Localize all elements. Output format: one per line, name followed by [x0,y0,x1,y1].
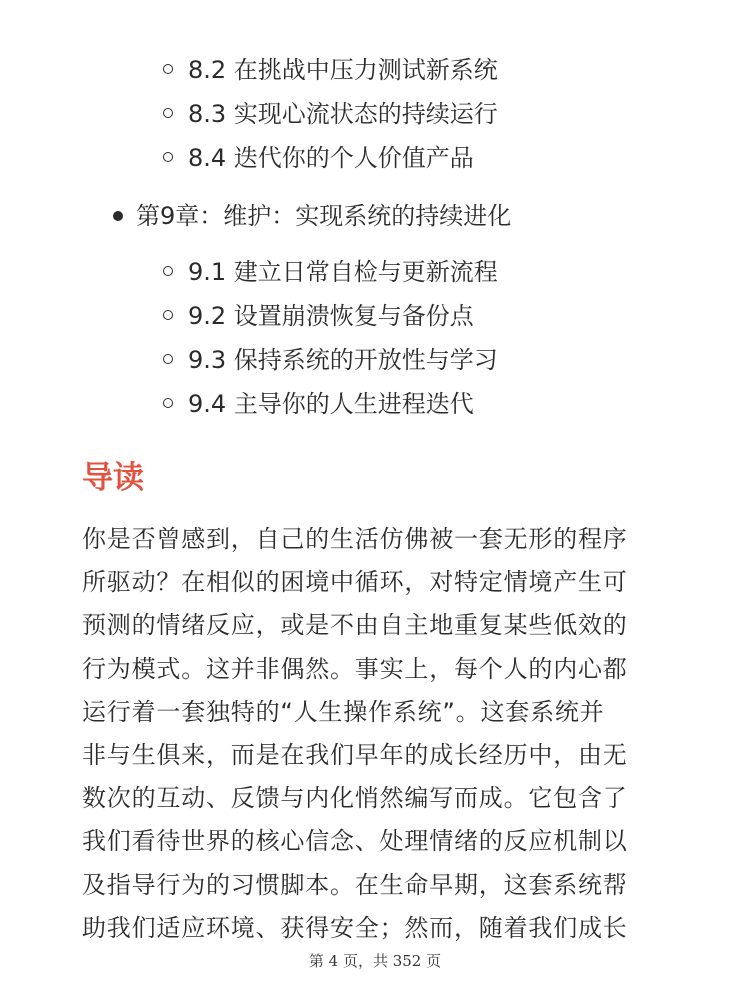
toc-section-label: 9.3 保持系统的开放性与学习 [188,346,498,374]
toc-section-label: 8.3 实现心流状态的持续运行 [188,100,498,128]
hollow-bullet-icon [163,398,173,408]
paragraph-line: 你是否曾感到，自己的生活仿佛被一套无形的程序 [82,525,628,553]
toc-section-item[interactable] [160,338,498,382]
paragraph-line: 助我们适应环境、获得安全；然而，随着我们成长 [82,913,628,942]
paragraph-line: 行为模式。这并非偶然。事实上，每个人的内心都 [82,654,628,683]
paragraph-line: 预测的情绪反应，或是不由自主地重复某些低效的 [82,611,628,640]
toc-section-item[interactable] [160,250,498,294]
hollow-bullet-icon [163,64,173,74]
toc-section-item[interactable] [160,92,498,136]
paragraph-line: 及指导行为的习惯脚本。在生命早期，这套系统帮 [82,870,628,899]
hollow-bullet-icon [163,152,173,162]
hollow-bullet-icon [163,108,173,118]
paragraph-line: 数次的互动、反馈与内化悄然编写而成。它包含了 [82,784,628,813]
paragraph-line: 所驱动？在相似的困境中循环，对特定情境产生可 [82,568,628,597]
toc-section-label: 9.2 设置崩溃恢复与备份点 [188,302,474,330]
toc-section-label: 9.1 建立日常自检与更新流程 [188,258,498,286]
chapter9-section-list [160,250,498,426]
section-heading: 导读 [82,460,144,496]
toc-section-label: 8.2 在挑战中压力测试新系统 [188,56,498,84]
toc-section-item[interactable] [160,382,498,426]
intro-paragraph [82,518,672,950]
page-number: 第 4 页，共 352 页 [308,952,442,970]
toc-chapter-item[interactable] [110,194,511,238]
toc-section-label: 8.4 迭代你的个人价值产品 [188,144,474,172]
toc-section-item[interactable] [160,294,498,338]
hollow-bullet-icon [163,310,173,320]
hollow-bullet-icon [163,266,173,276]
paragraph-line: 我们看待世界的核心信念、处理情绪的反应机制以 [82,827,628,856]
toc-section-item[interactable] [160,48,498,92]
toc-section-item[interactable] [160,136,498,180]
paragraph-line: 非与生俱来，而是在我们早年的成长经历中，由无 [82,740,628,769]
chapter8-section-list [160,48,498,180]
toc-chapter-label: 第9章：维护：实现系统的持续进化 [136,202,512,230]
paragraph-line: 运行着一套独特的“人生操作系统”。这套系统并 [82,697,605,726]
toc-section-label: 9.4 主导你的人生进程迭代 [188,390,474,418]
hollow-bullet-icon [163,354,173,364]
filled-bullet-icon [113,211,123,221]
